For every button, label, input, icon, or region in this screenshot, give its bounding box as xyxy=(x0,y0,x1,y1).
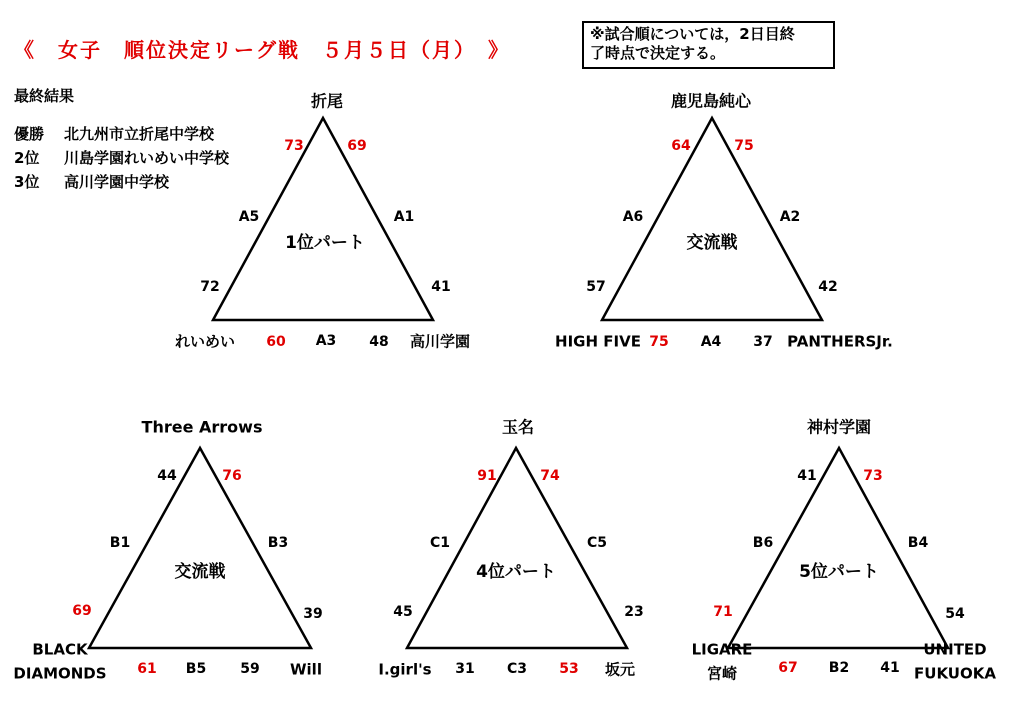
result-place: 優勝 xyxy=(14,125,45,143)
team-left: HIGH FIVE xyxy=(555,332,641,351)
team-left: れいめい xyxy=(174,332,236,351)
league-title: 5位パート xyxy=(799,562,879,582)
match-label: B1 xyxy=(109,535,131,551)
score: 71 xyxy=(713,604,733,620)
team-top: 折尾 xyxy=(310,91,344,111)
score: 73 xyxy=(284,138,304,154)
match-label: B4 xyxy=(907,535,929,551)
league-title: 4位パート xyxy=(476,562,556,582)
score: 41 xyxy=(880,660,900,676)
result-team: 川島学園れいめい中学校 xyxy=(64,149,230,167)
league-title: 交流戦 xyxy=(174,562,226,582)
match-label: A6 xyxy=(622,209,644,225)
match-label: C1 xyxy=(429,535,451,551)
team-right: 高川学園 xyxy=(409,332,471,351)
score: 31 xyxy=(455,661,475,677)
note-line-2: 了時点で決定する。 xyxy=(590,44,726,62)
league-title: 1位パート xyxy=(285,233,365,253)
score: 42 xyxy=(818,279,838,295)
score: 76 xyxy=(222,468,242,484)
result-place: 2位 xyxy=(14,149,40,167)
team-left: 宮崎 xyxy=(706,664,738,683)
match-label: A5 xyxy=(238,209,260,225)
team-right: FUKUOKA xyxy=(914,664,996,683)
match-label: B3 xyxy=(267,535,289,551)
match-label: A4 xyxy=(700,334,722,350)
score: 67 xyxy=(778,660,798,676)
score: 73 xyxy=(863,468,883,484)
score: 54 xyxy=(945,606,965,622)
score: 91 xyxy=(477,468,497,484)
team-left: LIGARE xyxy=(691,640,753,659)
score: 59 xyxy=(240,661,260,677)
score: 60 xyxy=(266,334,286,350)
team-right: 坂元 xyxy=(604,660,636,679)
score: 61 xyxy=(137,661,157,677)
team-right: PANTHERSJr. xyxy=(787,332,893,351)
score: 64 xyxy=(671,138,691,154)
score: 53 xyxy=(559,661,579,677)
match-label: B5 xyxy=(185,661,207,677)
score: 41 xyxy=(431,279,451,295)
match-label: B2 xyxy=(828,660,850,676)
score: 23 xyxy=(624,604,644,620)
final-results-heading: 最終結果 xyxy=(14,87,75,105)
score: 44 xyxy=(157,468,177,484)
team-left: I.girl's xyxy=(378,660,432,679)
team-top: Three Arrows xyxy=(141,417,263,437)
team-top: 玉名 xyxy=(501,417,535,437)
score: 75 xyxy=(734,138,754,154)
team-right: UNITED xyxy=(923,640,987,659)
score: 69 xyxy=(347,138,367,154)
score: 41 xyxy=(797,468,817,484)
team-left: DIAMONDS xyxy=(13,664,107,683)
score: 39 xyxy=(303,606,323,622)
score: 57 xyxy=(586,279,606,295)
league-title: 交流戦 xyxy=(686,233,738,253)
match-label: C3 xyxy=(506,661,528,677)
score: 74 xyxy=(540,468,560,484)
match-label: B6 xyxy=(752,535,774,551)
team-left: BLACK xyxy=(32,640,88,659)
page-title: 《 女子 順位決定リーグ戦 ５月５日（月） 》 xyxy=(14,38,510,62)
match-label: A3 xyxy=(315,333,337,349)
team-right: Will xyxy=(290,660,322,679)
team-top: 神村学園 xyxy=(806,417,872,437)
match-label: C5 xyxy=(586,535,608,551)
result-team: 高川学園中学校 xyxy=(64,173,170,191)
note-line-1: ※試合順については，2日目終 xyxy=(590,25,795,43)
match-label: A1 xyxy=(393,209,415,225)
result-place: 3位 xyxy=(14,173,40,191)
score: 48 xyxy=(369,334,389,350)
score: 75 xyxy=(649,334,669,350)
score: 37 xyxy=(753,334,773,350)
match-label: A2 xyxy=(779,209,801,225)
result-team: 北九州市立折尾中学校 xyxy=(64,125,215,143)
score: 72 xyxy=(200,279,220,295)
team-top: 鹿児島純心 xyxy=(670,91,752,111)
score: 45 xyxy=(393,604,413,620)
score: 69 xyxy=(72,603,92,619)
